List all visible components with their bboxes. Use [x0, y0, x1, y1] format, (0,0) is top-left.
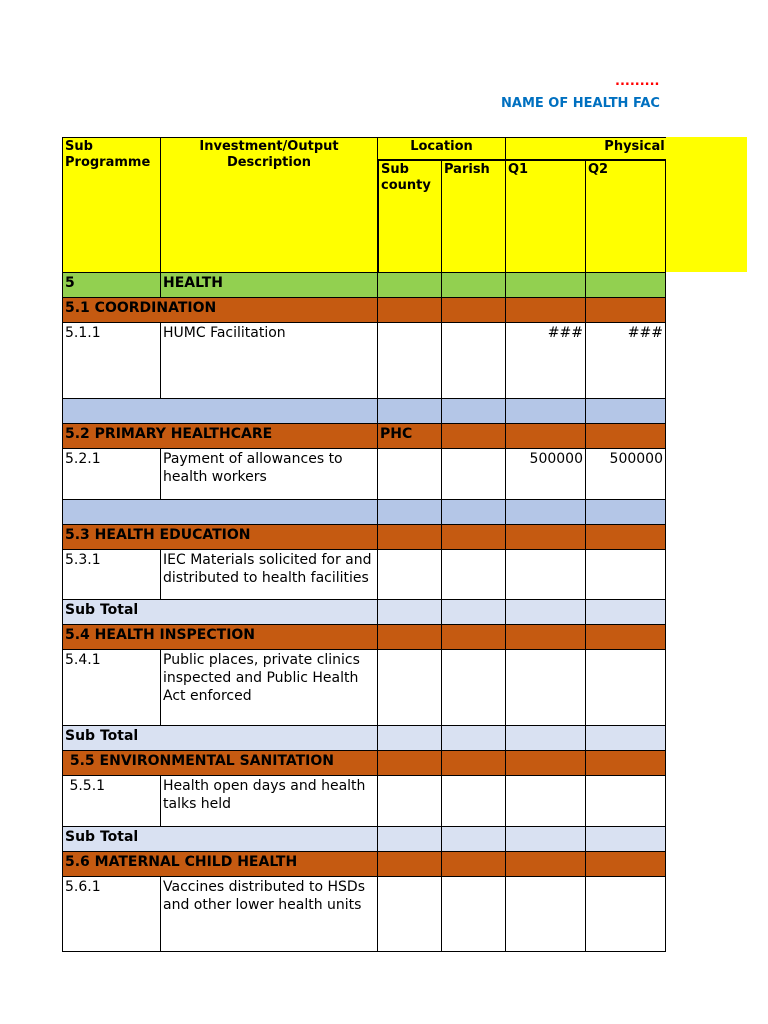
section-maternal-q1	[505, 851, 586, 877]
subtotal-education-q2	[585, 599, 666, 625]
row-5-4-1-q2	[585, 649, 666, 726]
header-dots: .........	[615, 74, 660, 89]
row-5-3-1-parish	[441, 549, 506, 600]
spreadsheet-table	[62, 137, 666, 952]
col-header-location: Location	[377, 137, 506, 161]
row-health-code: 5	[62, 272, 161, 298]
row-health-label: HEALTH	[160, 272, 378, 298]
subtotal-inspection: Sub Total	[62, 725, 378, 751]
subtotal-education: Sub Total	[62, 599, 378, 625]
row-5-4-1-code: 5.4.1	[62, 649, 161, 726]
row-5-3-1-q2	[585, 549, 666, 600]
section-inspection-q2	[585, 624, 666, 650]
row-5-1-1-q1: ###	[505, 322, 586, 399]
col-header-sub-county: Sub county	[377, 159, 442, 273]
section-coordination-parish	[441, 297, 506, 323]
row-5-3-1-code: 5.3.1	[62, 549, 161, 600]
spacer-row-2-q2	[585, 499, 666, 525]
section-maternal-subcounty	[377, 851, 442, 877]
section-coordination: 5.1 COORDINATION	[62, 297, 378, 323]
row-5-4-1-desc: Public places, private clinics inspected and Public Health Act enforced	[160, 649, 378, 726]
row-5-1-1-code: 5.1.1	[62, 322, 161, 399]
row-5-6-1-subcounty	[377, 876, 442, 952]
row-health-q2	[585, 272, 666, 298]
subtotal-education-q1	[505, 599, 586, 625]
subtotal-inspection-q2	[585, 725, 666, 751]
spacer-row-1-q2	[585, 398, 666, 424]
subtotal-sanitation-q2	[585, 826, 666, 852]
col-header-parish: Parish	[441, 159, 506, 273]
row-5-2-1-desc: Payment of allowances to health workers	[160, 448, 378, 500]
row-5-2-1-q2: 500000	[585, 448, 666, 500]
row-5-1-1-q2: ###	[585, 322, 666, 399]
spacer-row-1-parish	[441, 398, 506, 424]
section-coordination-subcounty	[377, 297, 442, 323]
row-5-4-1-q1	[505, 649, 586, 726]
row-5-2-1-q1: 500000	[505, 448, 586, 500]
col-header-description: Investment/Output Description	[160, 137, 378, 273]
row-5-3-1-desc: IEC Materials solicited for and distributed to health facilities	[160, 549, 378, 600]
col-header-q1: Q1	[505, 159, 586, 273]
section-environmental-sanitation: 5.5 ENVIRONMENTAL SANITATION	[62, 750, 378, 776]
spacer-row-2	[62, 499, 378, 525]
spacer-row-1-subcounty	[377, 398, 442, 424]
section-coordination-q1	[505, 297, 586, 323]
row-5-3-1-subcounty	[377, 549, 442, 600]
section-maternal-q2	[585, 851, 666, 877]
section-primary-location: PHC	[377, 423, 442, 449]
row-5-6-1-q1	[505, 876, 586, 952]
spacer-row-2-subcounty	[377, 499, 442, 525]
section-primary-q2	[585, 423, 666, 449]
subtotal-inspection-subcounty	[377, 725, 442, 751]
section-education-q1	[505, 524, 586, 550]
col-header-sub-programme: Sub Programme	[62, 137, 161, 273]
section-sanitation-subcounty	[377, 750, 442, 776]
section-maternal-parish	[441, 851, 506, 877]
row-5-6-1-parish	[441, 876, 506, 952]
subtotal-sanitation-parish	[441, 826, 506, 852]
row-health-subcounty	[377, 272, 442, 298]
section-primary-parish	[441, 423, 506, 449]
section-primary-q1	[505, 423, 586, 449]
row-5-5-1-q1	[505, 775, 586, 827]
col-header-q2: Q2	[585, 159, 666, 273]
document-title: NAME OF HEALTH FAC	[501, 96, 660, 111]
row-5-4-1-parish	[441, 649, 506, 726]
row-5-5-1-desc: Health open days and health talks held	[160, 775, 378, 827]
spacer-row-1	[62, 398, 378, 424]
row-5-6-1-desc: Vaccines distributed to HSDs and other lower health units	[160, 876, 378, 952]
subtotal-inspection-q1	[505, 725, 586, 751]
row-5-5-1-parish	[441, 775, 506, 827]
row-5-4-1-subcounty	[377, 649, 442, 726]
section-inspection-subcounty	[377, 624, 442, 650]
subtotal-education-subcounty	[377, 599, 442, 625]
subtotal-sanitation-subcounty	[377, 826, 442, 852]
row-5-1-1-parish	[441, 322, 506, 399]
row-5-1-1-subcounty	[377, 322, 442, 399]
header-fill-extension	[666, 137, 747, 272]
section-sanitation-q1	[505, 750, 586, 776]
spacer-row-1-q1	[505, 398, 586, 424]
section-inspection-q1	[505, 624, 586, 650]
row-5-2-1-code: 5.2.1	[62, 448, 161, 500]
section-primary-healthcare: 5.2 PRIMARY HEALTHCARE	[62, 423, 378, 449]
section-education-subcounty	[377, 524, 442, 550]
section-health-education: 5.3 HEALTH EDUCATION	[62, 524, 378, 550]
row-5-3-1-q1	[505, 549, 586, 600]
section-inspection-parish	[441, 624, 506, 650]
section-maternal-child-health: 5.6 MATERNAL CHILD HEALTH	[62, 851, 378, 877]
section-health-inspection: 5.4 HEALTH INSPECTION	[62, 624, 378, 650]
row-health-parish	[441, 272, 506, 298]
col-header-physical: Physical	[505, 137, 666, 161]
section-sanitation-parish	[441, 750, 506, 776]
row-5-6-1-code: 5.6.1	[62, 876, 161, 952]
row-5-6-1-q2	[585, 876, 666, 952]
subtotal-education-parish	[441, 599, 506, 625]
subtotal-inspection-parish	[441, 725, 506, 751]
subtotal-sanitation: Sub Total	[62, 826, 378, 852]
section-sanitation-q2	[585, 750, 666, 776]
section-coordination-q2	[585, 297, 666, 323]
row-health-q1	[505, 272, 586, 298]
row-5-2-1-subcounty	[377, 448, 442, 500]
row-5-5-1-q2	[585, 775, 666, 827]
row-5-1-1-desc: HUMC Facilitation	[160, 322, 378, 399]
spacer-row-2-q1	[505, 499, 586, 525]
row-5-2-1-parish	[441, 448, 506, 500]
section-education-parish	[441, 524, 506, 550]
row-5-5-1-code: 5.5.1	[62, 775, 161, 827]
spacer-row-2-parish	[441, 499, 506, 525]
row-5-5-1-subcounty	[377, 775, 442, 827]
section-education-q2	[585, 524, 666, 550]
subtotal-sanitation-q1	[505, 826, 586, 852]
